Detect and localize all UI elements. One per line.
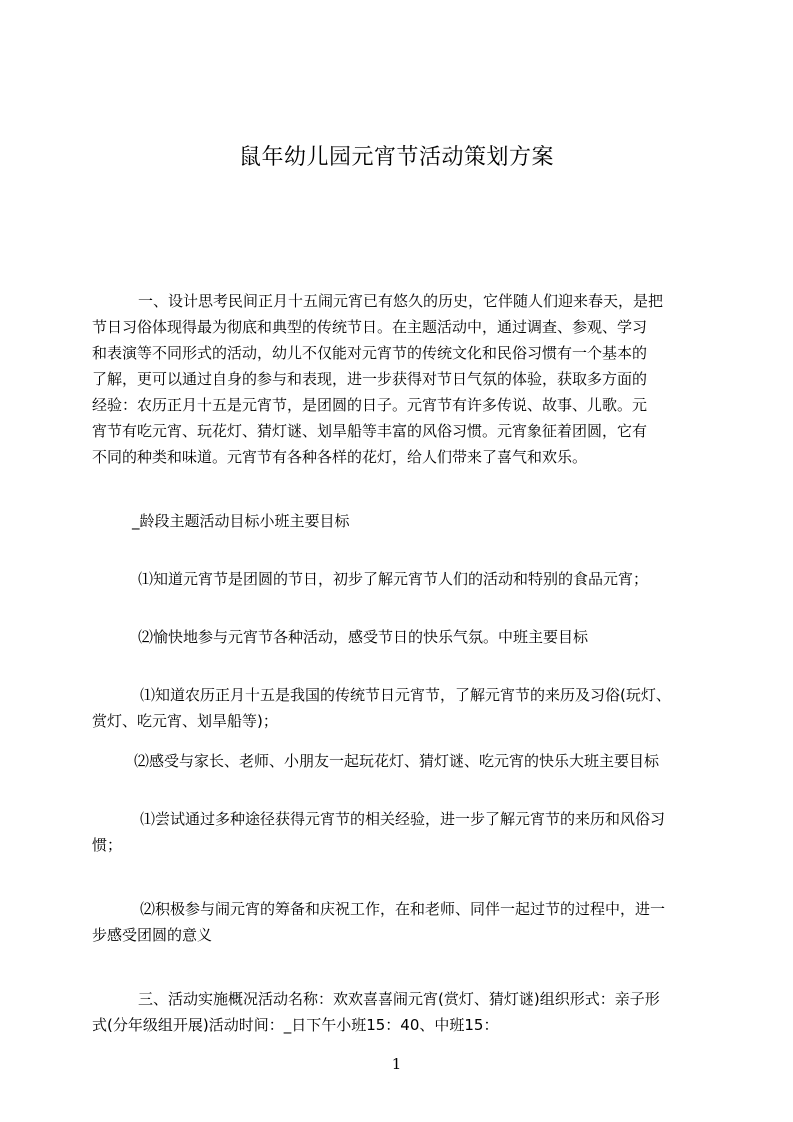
text-line: 惯；: [92, 836, 123, 854]
text-line: ⑴知道元宵节是团圆的节日，初步了解元宵节人们的活动和特别的食品元宵；: [138, 570, 649, 588]
text-line: ⑵积极参与闹元宵的筹备和庆祝工作，在和老师、同伴一起过节的过程中，进一: [140, 900, 666, 918]
paragraph-small-class-goal-1: [92, 566, 714, 592]
text-line: ⑴尝试通过多种途径获得元宵节的相关经验，进一步了解元宵节的来历和风俗习: [140, 810, 666, 828]
text-line: 式(分年级组开展)活动时间：_日下午小班15：40、中班15：: [92, 1016, 499, 1034]
paragraph-large-class-goal-2: [92, 896, 714, 948]
text-line: ⑵感受与家长、老师、小朋友一起玩花灯、猜灯谜、吃元宵的快乐大班主要目标: [134, 752, 660, 770]
paragraph-activity-overview: [92, 986, 714, 1038]
paragraph-middle-class-goal-2: [92, 748, 714, 774]
paragraph-small-class-goal-2: [92, 624, 714, 650]
text-line: _龄段主题活动目标小班主要目标: [132, 512, 350, 530]
text-line: 经验：农历正月十五是元宵节，是团圆的日子。元宵节有许多传说、故事、儿歌。元: [92, 396, 648, 414]
text-line: 步感受团圆的意义: [92, 926, 213, 944]
document-title: 鼠年幼儿园元宵节活动策划方案: [238, 145, 554, 170]
document-body: [92, 288, 714, 1034]
text-line: 不同的种类和味道。元宵节有各种各样的花灯，给人们带来了喜气和欢乐。: [92, 448, 588, 466]
page-number: 1: [391, 1055, 402, 1073]
text-line: 节日习俗体现得最为彻底和典型的传统节日。在主题活动中，通过调查、参观、学习: [92, 318, 648, 336]
text-line: 宵节有吃元宵、玩花灯、猜灯谜、划旱船等丰富的风俗习惯。元宵象征着团圆，它有: [92, 422, 648, 440]
paragraph-large-class-goal-1: [92, 806, 714, 858]
text-line: ⑴知道农历正月十五是我国的传统节日元宵节，了解元宵节的来历及习俗(玩灯、: [140, 686, 671, 704]
text-line: 赏灯、吃元宵、划旱船等)；: [92, 712, 278, 730]
text-line: ⑵愉快地参与元宵节各种活动，感受节日的快乐气氛。中班主要目标: [138, 628, 589, 646]
text-line: 三、活动实施概况活动名称：欢欢喜喜闹元宵(赏灯、猜灯谜)组织形式：亲子形: [138, 990, 660, 1008]
text-line: 了解，更可以通过自身的参与和表现，进一步获得对节日气氛的体验，获取多方面的: [92, 370, 648, 388]
paragraph-middle-class-goal-1: [92, 682, 714, 734]
text-line: 和表演等不同形式的活动，幼儿不仅能对元宵节的传统文化和民俗习惯有一个基本的: [92, 344, 648, 362]
text-line: 一、设计思考民间正月十五闹元宵已有悠久的历史，它伴随人们迎来春天，是把: [138, 292, 664, 310]
paragraph-age-goals-heading: [92, 508, 714, 534]
paragraph-design-thinking: [92, 288, 714, 470]
